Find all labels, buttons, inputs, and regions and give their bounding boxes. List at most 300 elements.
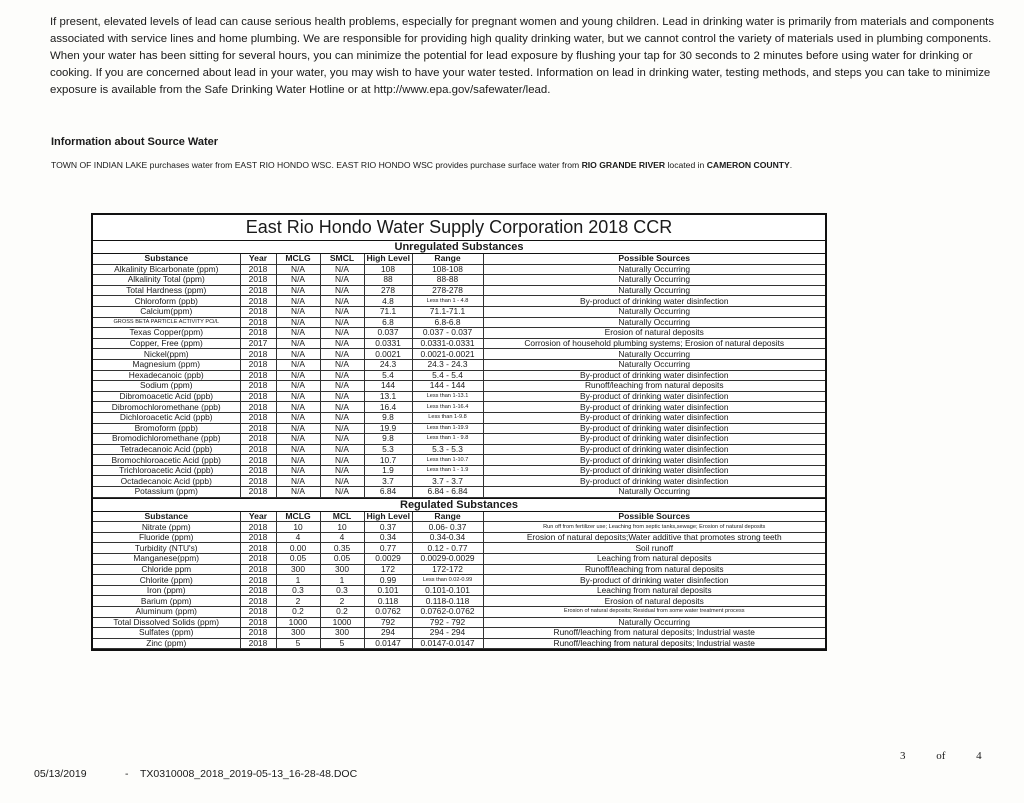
high-level-cell: 9.8	[364, 412, 412, 423]
column-header: MCLG	[276, 512, 320, 522]
source-cell: Naturally Occurring	[483, 275, 825, 286]
substance-cell: Copper, Free (ppm)	[93, 338, 240, 349]
high-level-cell: 0.101	[364, 585, 412, 596]
limit-cell: 300	[320, 628, 364, 639]
table-row	[93, 617, 825, 628]
high-level-cell: 108	[364, 264, 412, 275]
limit-cell: N/A	[320, 359, 364, 370]
high-level-cell: 4.8	[364, 296, 412, 307]
limit-cell: N/A	[320, 349, 364, 360]
range-cell: 108-108	[412, 264, 483, 275]
footer-separator: -	[125, 768, 129, 780]
page-current: 3	[900, 750, 906, 762]
range-cell: 0.34-0.34	[412, 532, 483, 543]
year-cell: 2018	[240, 317, 276, 328]
source-water-text	[51, 160, 951, 170]
mclg-cell: N/A	[276, 338, 320, 349]
range-cell: 5.3 - 5.3	[412, 444, 483, 455]
column-header: Year	[240, 512, 276, 522]
source-cell: Leaching from natural deposits	[483, 585, 825, 596]
limit-cell: 0.2	[320, 607, 364, 618]
substance-cell: Total Dissolved Solids (ppm)	[93, 617, 240, 628]
table-row	[93, 296, 825, 307]
range-cell: 144 - 144	[412, 381, 483, 392]
column-header: High Level	[364, 512, 412, 522]
substance-cell: Chlorite (ppm)	[93, 575, 240, 586]
table-row	[93, 596, 825, 607]
source-cell: Leaching from natural deposits	[483, 554, 825, 565]
table-row	[93, 338, 825, 349]
limit-cell: 10	[320, 522, 364, 533]
substance-cell: Turbidity (NTU's)	[93, 543, 240, 554]
mclg-cell: N/A	[276, 349, 320, 360]
year-cell: 2018	[240, 522, 276, 533]
range-cell: 792 - 792	[412, 617, 483, 628]
unregulated-heading: Unregulated Substances	[93, 241, 825, 254]
table-row	[93, 423, 825, 434]
mclg-cell: N/A	[276, 402, 320, 413]
source-cell: By-product of drinking water disinfection	[483, 444, 825, 455]
mclg-cell: 0.05	[276, 554, 320, 565]
range-cell: 0.0762-0.0762	[412, 607, 483, 618]
source-text-part1: TOWN OF INDIAN LAKE purchases water from EAST RIO HONDO WSC. EAST RIO HONDO WSC provides purchase surface water from	[51, 160, 582, 170]
limit-cell: N/A	[320, 285, 364, 296]
table-row	[93, 564, 825, 575]
limit-cell: N/A	[320, 465, 364, 476]
substance-cell: Trichloroacetic Acid (ppb)	[93, 465, 240, 476]
table-row	[93, 476, 825, 487]
range-cell: 0.037 - 0.037	[412, 328, 483, 339]
range-cell: 3.7 - 3.7	[412, 476, 483, 487]
limit-cell: N/A	[320, 306, 364, 317]
limit-cell: N/A	[320, 296, 364, 307]
regulated-header-row	[93, 512, 825, 522]
high-level-cell: 144	[364, 381, 412, 392]
mclg-cell: 300	[276, 564, 320, 575]
high-level-cell: 6.8	[364, 317, 412, 328]
range-cell: 0.101-0.101	[412, 585, 483, 596]
substance-cell: Manganese(ppm)	[93, 554, 240, 565]
source-text-part2: located in	[665, 160, 707, 170]
column-header: MCLG	[276, 254, 320, 264]
high-level-cell: 10.7	[364, 455, 412, 466]
substance-cell: Nitrate (ppm)	[93, 522, 240, 533]
year-cell: 2018	[240, 444, 276, 455]
limit-cell: 0.05	[320, 554, 364, 565]
year-cell: 2018	[240, 585, 276, 596]
year-cell: 2018	[240, 628, 276, 639]
lead-information-paragraph: If present, elevated levels of lead can cause serious health problems, especially for pregnant women and young children. Lead in drinking water is primarily from materials and components associated with service lines and home plumbing. We are responsible for providing high quality drinking water, but we cannot control the variety of materials used in plumbing components. When your water has been sitting for several hours, you can minimize the potential for lead exposure by flushing your tap for 30 seconds to 2 minutes before using water for drinking or cooking. If you are concerned about lead in your water, you may wish to have your water tested. Information on lead in drinking water, testing methods, and steps you can take to minimize exposure is available from the Safe Drinking Water Hotline or at http://www.epa.gov/safewater/lead.	[50, 16, 995, 96]
year-cell: 2018	[240, 564, 276, 575]
range-cell: Less than 1-16.4	[412, 402, 483, 413]
substance-cell: Nickel(ppm)	[93, 349, 240, 360]
table-row	[93, 607, 825, 618]
mclg-cell: 4	[276, 532, 320, 543]
limit-cell: N/A	[320, 370, 364, 381]
mclg-cell: N/A	[276, 285, 320, 296]
high-level-cell: 6.84	[364, 487, 412, 498]
high-level-cell: 5.4	[364, 370, 412, 381]
mclg-cell: 0.00	[276, 543, 320, 554]
high-level-cell: 71.1	[364, 306, 412, 317]
year-cell: 2018	[240, 275, 276, 286]
year-cell: 2018	[240, 476, 276, 487]
year-cell: 2018	[240, 434, 276, 445]
unregulated-header-row	[93, 254, 825, 264]
year-cell: 2018	[240, 543, 276, 554]
year-cell: 2018	[240, 296, 276, 307]
year-cell: 2018	[240, 532, 276, 543]
year-cell: 2018	[240, 575, 276, 586]
high-level-cell: 0.0147	[364, 638, 412, 649]
mclg-cell: 0.2	[276, 607, 320, 618]
table-row	[93, 370, 825, 381]
substance-cell: Octadecanoic Acid (ppb)	[93, 476, 240, 487]
source-cell: Naturally Occurring	[483, 487, 825, 498]
substance-cell: Total Hardness (ppm)	[93, 285, 240, 296]
footer-date: 05/13/2019	[34, 768, 87, 780]
source-cell: By-product of drinking water disinfection	[483, 391, 825, 402]
year-cell: 2018	[240, 391, 276, 402]
source-cell: Soil runoff	[483, 543, 825, 554]
limit-cell: N/A	[320, 487, 364, 498]
column-header: Possible Sources	[483, 254, 825, 264]
ccr-table-container	[91, 213, 827, 651]
high-level-cell: 3.7	[364, 476, 412, 487]
mclg-cell: N/A	[276, 370, 320, 381]
high-level-cell: 0.118	[364, 596, 412, 607]
table-row	[93, 264, 825, 275]
table-row	[93, 465, 825, 476]
range-cell: 6.84 - 6.84	[412, 487, 483, 498]
range-cell: 172-172	[412, 564, 483, 575]
mclg-cell: N/A	[276, 264, 320, 275]
year-cell: 2018	[240, 638, 276, 649]
source-cell: By-product of drinking water disinfection	[483, 370, 825, 381]
range-cell: 6.8-6.8	[412, 317, 483, 328]
year-cell: 2018	[240, 607, 276, 618]
mclg-cell: N/A	[276, 476, 320, 487]
range-cell: 0.0147-0.0147	[412, 638, 483, 649]
source-cell: Naturally Occurring	[483, 306, 825, 317]
table-row	[93, 412, 825, 423]
year-cell: 2018	[240, 370, 276, 381]
source-cell: By-product of drinking water disinfection	[483, 575, 825, 586]
substance-cell: Texas Copper(ppm)	[93, 328, 240, 339]
year-cell: 2018	[240, 487, 276, 498]
year-cell: 2018	[240, 285, 276, 296]
table-row	[93, 628, 825, 639]
regulated-table	[93, 512, 825, 650]
source-cell: By-product of drinking water disinfection	[483, 296, 825, 307]
source-cell: Runoff/leaching from natural deposits; Industrial waste	[483, 628, 825, 639]
substance-cell: Dibromochloromethane (ppb)	[93, 402, 240, 413]
substance-cell: Potassium (ppm)	[93, 487, 240, 498]
high-level-cell: 0.34	[364, 532, 412, 543]
year-cell: 2018	[240, 596, 276, 607]
high-level-cell: 0.99	[364, 575, 412, 586]
high-level-cell: 0.0762	[364, 607, 412, 618]
mclg-cell: N/A	[276, 444, 320, 455]
high-level-cell: 0.037	[364, 328, 412, 339]
source-cell: By-product of drinking water disinfection	[483, 465, 825, 476]
source-cell: Run off from fertilizer use; Leaching from septic tanks,sewage; Erosion of natural deposits	[483, 522, 825, 533]
range-cell: 0.12 - 0.77	[412, 543, 483, 554]
mclg-cell: N/A	[276, 328, 320, 339]
high-level-cell: 19.9	[364, 423, 412, 434]
substance-cell: Tetradecanoic Acid (ppb)	[93, 444, 240, 455]
source-cell: By-product of drinking water disinfection	[483, 402, 825, 413]
substance-cell: Fluoride (ppm)	[93, 532, 240, 543]
mclg-cell: N/A	[276, 391, 320, 402]
year-cell: 2018	[240, 412, 276, 423]
column-header: Substance	[93, 254, 240, 264]
substance-cell: Magnesium (ppm)	[93, 359, 240, 370]
table-row	[93, 275, 825, 286]
table-row	[93, 444, 825, 455]
high-level-cell: 792	[364, 617, 412, 628]
mclg-cell: N/A	[276, 465, 320, 476]
source-county: CAMERON COUNTY	[706, 160, 790, 170]
range-cell: Less than 0.02-0.99	[412, 575, 483, 586]
table-row	[93, 402, 825, 413]
range-cell: 24.3 - 24.3	[412, 359, 483, 370]
high-level-cell: 1.9	[364, 465, 412, 476]
mclg-cell: N/A	[276, 434, 320, 445]
range-cell: Less than 1 - 9.8	[412, 434, 483, 445]
limit-cell: N/A	[320, 275, 364, 286]
column-header: Range	[412, 512, 483, 522]
limit-cell: 0.3	[320, 585, 364, 596]
range-cell: 88-88	[412, 275, 483, 286]
source-cell: Naturally Occurring	[483, 317, 825, 328]
high-level-cell: 294	[364, 628, 412, 639]
substance-cell: Chloride ppm	[93, 564, 240, 575]
table-row	[93, 532, 825, 543]
year-cell: 2018	[240, 617, 276, 628]
table-row	[93, 381, 825, 392]
column-header: SMCL	[320, 254, 364, 264]
year-cell: 2018	[240, 359, 276, 370]
mclg-cell: 5	[276, 638, 320, 649]
year-cell: 2018	[240, 465, 276, 476]
year-cell: 2018	[240, 328, 276, 339]
mclg-cell: N/A	[276, 306, 320, 317]
range-cell: 0.0029-0.0029	[412, 554, 483, 565]
column-header: Possible Sources	[483, 512, 825, 522]
source-cell: Runoff/leaching from natural deposits; Industrial waste	[483, 638, 825, 649]
high-level-cell: 278	[364, 285, 412, 296]
range-cell: 0.0021-0.0021	[412, 349, 483, 360]
limit-cell: N/A	[320, 338, 364, 349]
high-level-cell: 9.8	[364, 434, 412, 445]
table-row	[93, 638, 825, 649]
high-level-cell: 88	[364, 275, 412, 286]
limit-cell: 0.35	[320, 543, 364, 554]
source-cell: By-product of drinking water disinfection	[483, 476, 825, 487]
mclg-cell: N/A	[276, 455, 320, 466]
substance-cell: Aluminum (ppm)	[93, 607, 240, 618]
high-level-cell: 13.1	[364, 391, 412, 402]
substance-cell: Barium (ppm)	[93, 596, 240, 607]
page-number	[900, 750, 982, 762]
range-cell: Less than 1-13.1	[412, 391, 483, 402]
source-cell: By-product of drinking water disinfection	[483, 434, 825, 445]
limit-cell: N/A	[320, 455, 364, 466]
limit-cell: N/A	[320, 412, 364, 423]
substance-cell: Dichloroacetic Acid (ppb)	[93, 412, 240, 423]
regulated-heading: Regulated Substances	[93, 498, 825, 512]
table-row	[93, 455, 825, 466]
regulated-rows	[93, 522, 825, 649]
limit-cell: 4	[320, 532, 364, 543]
page-total: 4	[976, 750, 982, 762]
range-cell: 294 - 294	[412, 628, 483, 639]
limit-cell: N/A	[320, 444, 364, 455]
range-cell: Less than 1 - 1.9	[412, 465, 483, 476]
range-cell: Less than 1-19.9	[412, 423, 483, 434]
high-level-cell: 24.3	[364, 359, 412, 370]
year-cell: 2018	[240, 423, 276, 434]
table-row	[93, 285, 825, 296]
limit-cell: N/A	[320, 476, 364, 487]
year-cell: 2018	[240, 455, 276, 466]
source-cell: By-product of drinking water disinfection	[483, 455, 825, 466]
column-header: MCL	[320, 512, 364, 522]
limit-cell: N/A	[320, 391, 364, 402]
limit-cell: N/A	[320, 317, 364, 328]
high-level-cell: 16.4	[364, 402, 412, 413]
table-row	[93, 391, 825, 402]
high-level-cell: 0.0021	[364, 349, 412, 360]
mclg-cell: 1	[276, 575, 320, 586]
column-header: Substance	[93, 512, 240, 522]
unregulated-table	[93, 254, 825, 498]
high-level-cell: 0.0331	[364, 338, 412, 349]
range-cell: 71.1-71.1	[412, 306, 483, 317]
mclg-cell: N/A	[276, 296, 320, 307]
year-cell: 2017	[240, 338, 276, 349]
limit-cell: 5	[320, 638, 364, 649]
limit-cell: 1000	[320, 617, 364, 628]
limit-cell: 1	[320, 575, 364, 586]
table-row	[93, 487, 825, 498]
limit-cell: N/A	[320, 423, 364, 434]
mclg-cell: 300	[276, 628, 320, 639]
substance-cell: Hexadecanoic (ppb)	[93, 370, 240, 381]
year-cell: 2018	[240, 554, 276, 565]
substance-cell: Zinc (ppm)	[93, 638, 240, 649]
source-cell: Erosion of natural deposits	[483, 596, 825, 607]
range-cell: 0.0331-0.0331	[412, 338, 483, 349]
substance-cell: Iron (ppm)	[93, 585, 240, 596]
year-cell: 2018	[240, 306, 276, 317]
range-cell: 278-278	[412, 285, 483, 296]
substance-cell: Chloroform (ppb)	[93, 296, 240, 307]
source-cell: Naturally Occurring	[483, 264, 825, 275]
limit-cell: N/A	[320, 328, 364, 339]
substance-cell: Calcium(ppm)	[93, 306, 240, 317]
high-level-cell: 0.0029	[364, 554, 412, 565]
source-water-heading: Information about Source Water	[51, 136, 219, 148]
table-row	[93, 575, 825, 586]
limit-cell: N/A	[320, 264, 364, 275]
limit-cell: 2	[320, 596, 364, 607]
range-cell: 0.118-0.118	[412, 596, 483, 607]
table-row	[93, 554, 825, 565]
source-river: RIO GRANDE RIVER	[581, 160, 666, 170]
page-of: of	[936, 750, 946, 762]
mclg-cell: N/A	[276, 423, 320, 434]
source-cell: Naturally Occurring	[483, 359, 825, 370]
year-cell: 2018	[240, 402, 276, 413]
mclg-cell: N/A	[276, 275, 320, 286]
substance-cell: Bromodichloromethane (ppb)	[93, 434, 240, 445]
table-row	[93, 434, 825, 445]
table-row	[93, 585, 825, 596]
source-cell: Naturally Occurring	[483, 285, 825, 296]
high-level-cell: 0.37	[364, 522, 412, 533]
mclg-cell: N/A	[276, 317, 320, 328]
substance-cell: Alkalinity Total (ppm)	[93, 275, 240, 286]
column-header: High Level	[364, 254, 412, 264]
table-row	[93, 349, 825, 360]
column-header: Range	[412, 254, 483, 264]
substance-cell: Sodium (ppm)	[93, 381, 240, 392]
column-header: Year	[240, 254, 276, 264]
limit-cell: N/A	[320, 402, 364, 413]
table-row	[93, 543, 825, 554]
source-cell: Erosion of natural deposits	[483, 328, 825, 339]
substance-cell: Dibromoacetic Acid (ppb)	[93, 391, 240, 402]
source-cell: Erosion of natural deposits;Water additive that promotes strong teeth	[483, 532, 825, 543]
substance-cell: GROSS BETA PARTICLE ACTIVITY PCi/L	[93, 317, 240, 328]
year-cell: 2018	[240, 349, 276, 360]
mclg-cell: 2	[276, 596, 320, 607]
ccr-table-title: East Rio Hondo Water Supply Corporation 2018 CCR	[93, 215, 825, 241]
table-row	[93, 317, 825, 328]
source-text-end: .	[789, 160, 793, 170]
table-row	[93, 359, 825, 370]
substance-cell: Alkalinity Bicarbonate (ppm)	[93, 264, 240, 275]
mclg-cell: 1000	[276, 617, 320, 628]
unregulated-rows	[93, 264, 825, 497]
table-row	[93, 328, 825, 339]
table-row	[93, 522, 825, 533]
mclg-cell: 10	[276, 522, 320, 533]
mclg-cell: N/A	[276, 381, 320, 392]
range-cell: Less than 1 - 4.8	[412, 296, 483, 307]
source-cell: Naturally Occurring	[483, 349, 825, 360]
mclg-cell: N/A	[276, 359, 320, 370]
table-row	[93, 306, 825, 317]
high-level-cell: 0.77	[364, 543, 412, 554]
range-cell: Less than 1-10.7	[412, 455, 483, 466]
source-cell: Erosion of natural deposits; Residual from some water treatment process	[483, 607, 825, 618]
range-cell: 5.4 - 5.4	[412, 370, 483, 381]
substance-cell: Bromoform (ppb)	[93, 423, 240, 434]
limit-cell: N/A	[320, 434, 364, 445]
source-cell: Runoff/leaching from natural deposits	[483, 564, 825, 575]
range-cell: Less than 1-9.8	[412, 412, 483, 423]
mclg-cell: 0.3	[276, 585, 320, 596]
source-cell: By-product of drinking water disinfection	[483, 412, 825, 423]
source-cell: Corrosion of household plumbing systems; Erosion of natural deposits	[483, 338, 825, 349]
limit-cell: 300	[320, 564, 364, 575]
mclg-cell: N/A	[276, 487, 320, 498]
year-cell: 2018	[240, 264, 276, 275]
footer-filename: TX0310008_2018_2019-05-13_16-28-48.DOC	[140, 768, 358, 780]
